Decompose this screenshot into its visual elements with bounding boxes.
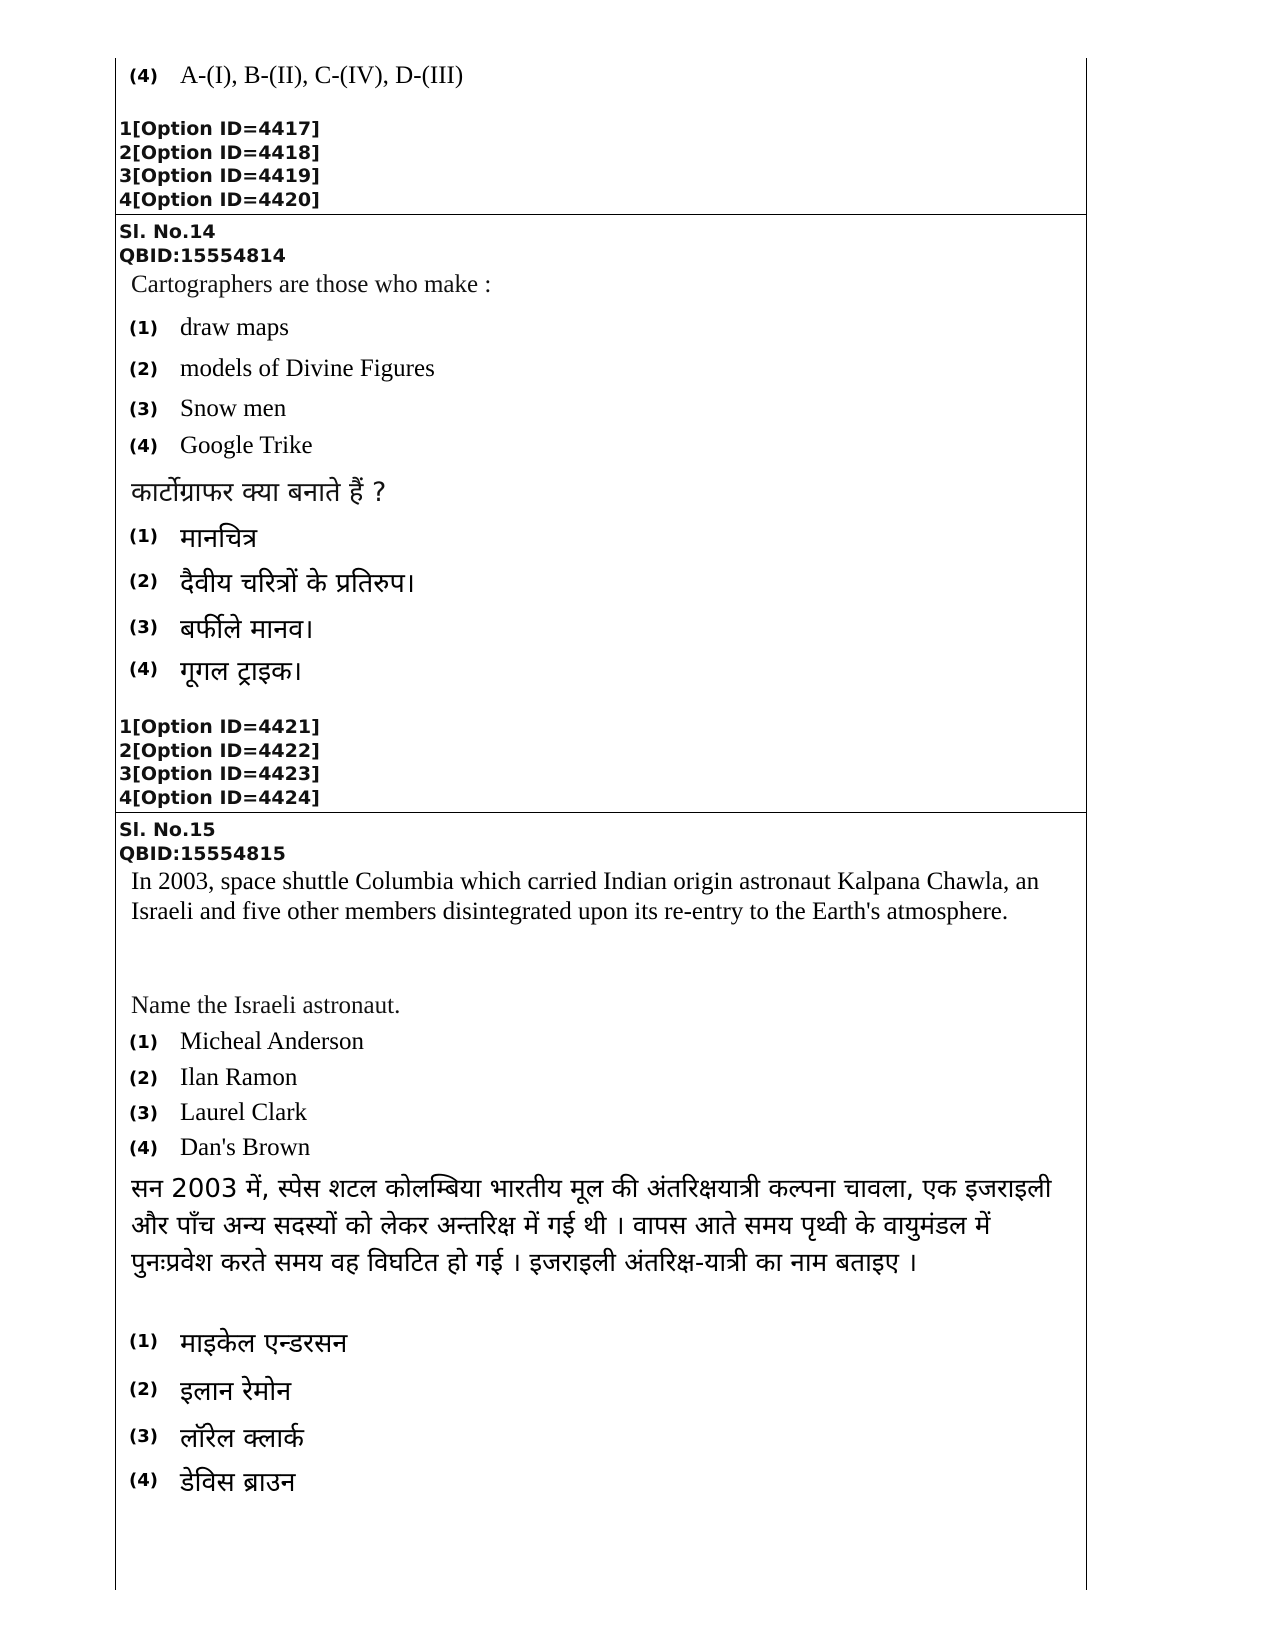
question-divider <box>116 214 1086 215</box>
option-text: गूगल ट्राइक। <box>180 656 303 687</box>
option-text: draw maps <box>180 314 289 341</box>
option-text: models of Divine Figures <box>180 355 435 382</box>
option-number: (3) <box>129 617 158 638</box>
option-id: 4[Option ID=4424] <box>119 786 320 809</box>
q14-question-hi: कार्टोग्राफर क्या बनाते हैं ? <box>131 477 387 508</box>
option-text: बर्फीले मानव। <box>180 614 314 645</box>
option-text: Dan's Brown <box>180 1134 311 1161</box>
serial-number: Sl. No.15 <box>119 819 216 841</box>
option-number: (4) <box>129 436 158 457</box>
option-number: (4) <box>129 66 158 87</box>
option-text: Laurel Clark <box>180 1099 308 1126</box>
q15-question-en: In 2003, space shuttle Columbia which carried Indian origin astronaut Kalpana Chawla, an Israeli and five other members disintegrated upon its re-entry to the Earth's atmosphere. <box>131 868 1040 925</box>
option-text: Snow men <box>180 395 287 422</box>
question-paper-frame <box>115 58 1087 1590</box>
option-number: (2) <box>129 1379 158 1400</box>
option-text: Google Trike <box>180 432 313 459</box>
option-id: 2[Option ID=4418] <box>119 141 320 164</box>
option-id: 2[Option ID=4422] <box>119 739 320 762</box>
option-text: माइकेल एन्डरसन <box>180 1328 348 1359</box>
option-id: 3[Option ID=4419] <box>119 165 320 187</box>
option-text: दैवीय चरित्रों के प्रतिरुप। <box>180 568 416 599</box>
q14-option-ids <box>119 716 320 810</box>
option-number: (1) <box>129 526 158 547</box>
option-id: 4[Option ID=4420] <box>119 188 320 211</box>
option-id: 1[Option ID=4421] <box>119 716 320 738</box>
qbid: QBID:15554815 <box>119 842 286 865</box>
option-number: (4) <box>129 659 158 680</box>
option-text: मानचित्र <box>180 523 258 554</box>
q15-header <box>119 819 286 866</box>
q13-option-ids <box>119 118 320 212</box>
option-number: (2) <box>129 359 158 380</box>
q14-header <box>119 221 286 268</box>
option-number: (4) <box>129 1138 158 1159</box>
q14-question-en: Cartographers are those who make : <box>131 271 492 298</box>
option-number: (1) <box>129 1032 158 1053</box>
option-number: (3) <box>129 399 158 420</box>
question-divider <box>116 812 1086 813</box>
option-text: डेविस ब्राउन <box>180 1467 296 1498</box>
option-number: (1) <box>129 318 158 339</box>
option-number: (4) <box>129 1470 158 1491</box>
option-number: (2) <box>129 571 158 592</box>
q15-question-hi: सन 2003 में, स्पेस शटल कोलम्बिया भारतीय मूल की अंतरिक्षयात्री कल्पना चावला, एक इजराइली और पाँच अन्य सदस्यों को लेकर अन्तरिक्ष में गई थी । वापस आते समय पृथ्वी के वायुमंडल में पुनःप्रवेश करते समय वह विघटित हो गई । इजराइली अंतरिक्ष-यात्री का नाम बताइए । <box>131 1174 1052 1278</box>
option-text: A-(I), B-(II), C-(IV), D-(III) <box>180 62 464 89</box>
option-text: लॉरेल क्लार्क <box>180 1423 304 1454</box>
qbid: QBID:15554814 <box>119 244 286 267</box>
option-text: Ilan Ramon <box>180 1064 298 1091</box>
option-text: Micheal Anderson <box>180 1028 364 1055</box>
option-number: (3) <box>129 1426 158 1447</box>
option-number: (3) <box>129 1103 158 1124</box>
option-number: (1) <box>129 1331 158 1352</box>
q15-question-en-2: Name the Israeli astronaut. <box>131 992 401 1019</box>
option-text: इलान रेमोन <box>180 1376 292 1407</box>
option-id: 1[Option ID=4417] <box>119 118 320 140</box>
serial-number: Sl. No.14 <box>119 221 216 243</box>
option-number: (2) <box>129 1068 158 1089</box>
option-id: 3[Option ID=4423] <box>119 763 320 785</box>
